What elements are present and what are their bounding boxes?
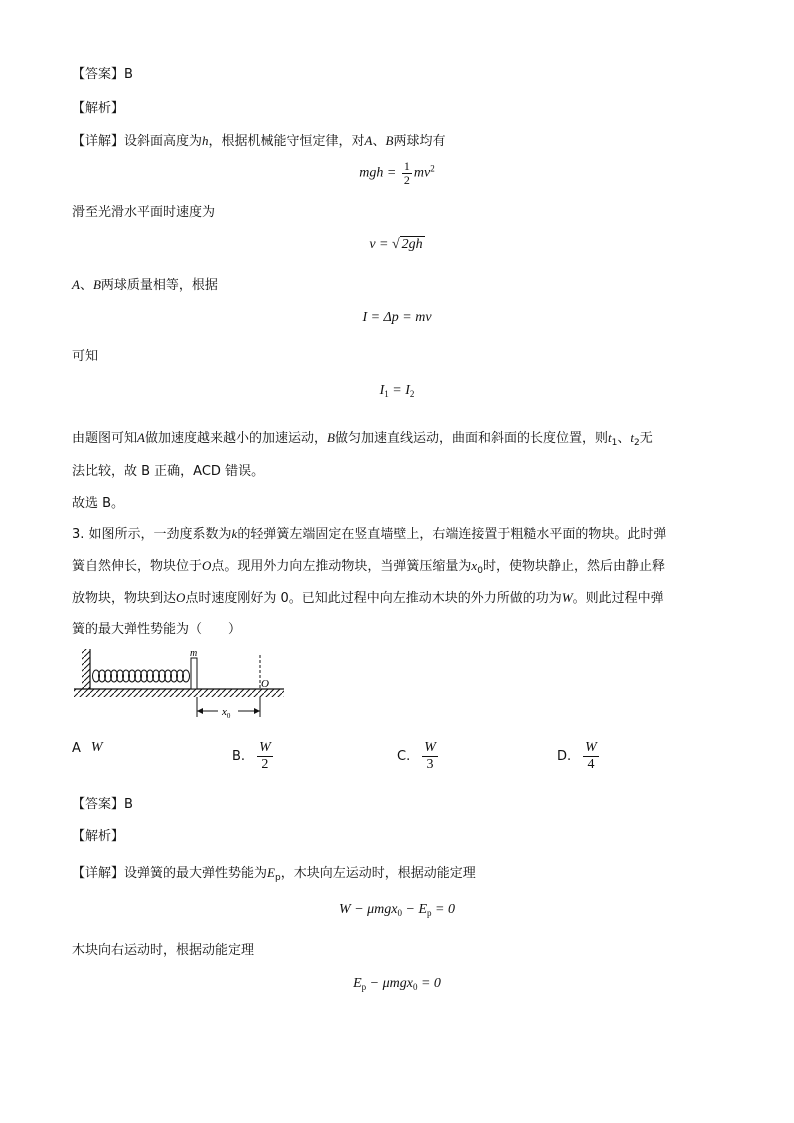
line-right: 木块向右运动时，根据动能定理 <box>72 943 255 958</box>
subscript: p <box>274 873 281 883</box>
question-3-line-2 <box>72 556 665 581</box>
frac-num: W <box>259 740 271 755</box>
option-fraction <box>257 740 273 773</box>
question-text: 3. 如图所示，一劲度系数为 <box>72 527 232 542</box>
line-know: 可知 <box>72 349 99 364</box>
frac-num: W <box>424 740 436 755</box>
answer-value: B <box>124 67 133 82</box>
equals: = <box>388 383 406 398</box>
question-3-line-4: 簧的最大弹性势能为（ ） <box>72 622 242 637</box>
detail-text: ，根据机械能守恒定律，对 <box>208 134 365 149</box>
analysis-label-1: 【解析】 <box>72 101 125 116</box>
line-text: 做加速度越来越小的加速运动， <box>144 431 327 446</box>
subscript: 0 <box>412 982 418 992</box>
spring-figure <box>72 645 288 725</box>
option-letter: A <box>72 740 81 756</box>
question-text: 点时速度刚好为 0。已知此过程中向左推动木块的外力所做的功为 <box>185 591 562 606</box>
point-o-label: O <box>261 678 269 690</box>
question-3-line-3 <box>72 588 664 609</box>
line-choose: 故选 B。 <box>72 496 125 511</box>
block-m <box>191 658 197 689</box>
question-text: 。则此过程中弹 <box>572 591 664 606</box>
frac-num: W <box>585 740 597 755</box>
eq-part: E <box>353 976 362 991</box>
eq-lhs: v = <box>369 237 392 252</box>
eq-lhs: mgh = <box>359 165 400 181</box>
question-text: 放物块，物块到达 <box>72 591 177 606</box>
eq-part: − μmgx <box>366 976 413 991</box>
detail-label: 【详解】 <box>72 866 125 881</box>
answer-value: B <box>124 797 133 812</box>
subscript: 0 <box>397 908 402 918</box>
fraction-half <box>402 160 412 187</box>
wall-hatch <box>82 649 90 689</box>
var-t: t <box>607 430 612 445</box>
floor-hatch <box>74 689 284 697</box>
equation-work-left <box>0 902 794 918</box>
line-slide: 滑至光滑水平面时速度为 <box>72 205 216 220</box>
question-text: 簧自然伸长，物块位于 <box>72 559 203 574</box>
option-letter: B. <box>232 749 246 764</box>
var-a: A <box>364 133 373 148</box>
answer-label: 【答案】 <box>72 67 125 82</box>
separator: 、 <box>372 134 386 149</box>
question-3-line-1 <box>72 524 666 545</box>
equation-impulse: I = Δp = mv <box>362 310 432 325</box>
radicand: 2gh <box>401 237 423 252</box>
var-b: B <box>92 277 101 292</box>
option-fraction <box>583 740 599 773</box>
option-letter: D. <box>557 749 572 764</box>
question-text: 点。现用外力向左推动物块，当弹簧压缩量为 <box>211 559 472 574</box>
subscript: 1 <box>384 389 389 399</box>
var-o: O <box>202 558 212 573</box>
arrowhead-left <box>197 708 203 714</box>
var-a: A <box>137 430 145 445</box>
var-t: t <box>630 430 634 445</box>
detail-text: ，木块向左运动时，根据动能定理 <box>280 866 476 881</box>
option-fraction <box>422 740 438 773</box>
option-value: W <box>90 740 103 755</box>
eq-part: = 0 <box>417 976 441 991</box>
var-a: A <box>72 277 80 292</box>
arrowhead-right <box>254 708 260 714</box>
var-b: B <box>326 430 335 445</box>
mass-label: m <box>190 648 198 659</box>
equation-velocity <box>0 237 794 253</box>
subscript: p <box>361 982 367 992</box>
subscript: p <box>427 908 432 918</box>
frac-den: 3 <box>426 757 434 772</box>
line-figure-2: 法比较，故 B 正确，ACD 错误。 <box>72 464 265 479</box>
var-w: W <box>561 590 573 605</box>
equation-work-right <box>0 976 794 992</box>
var-i: I <box>379 383 385 398</box>
detail-line-2 <box>72 863 476 888</box>
eq-part: = 0 <box>431 902 455 917</box>
line-mass <box>72 275 218 296</box>
var-x: x <box>471 558 478 573</box>
detail-text: 两球均有 <box>393 134 446 149</box>
separator: 、 <box>617 431 631 446</box>
question-text: 的轻弹簧左端固定在竖直墙壁上，右端连接置于粗糙水平面的物块。此时弹 <box>237 527 667 542</box>
var-i: I <box>405 383 410 398</box>
detail-label: 【详解】 <box>72 134 125 149</box>
option-a[interactable] <box>72 740 103 756</box>
subscript: 1 <box>611 438 618 448</box>
option-c[interactable] <box>397 740 440 773</box>
answer-line-2 <box>72 795 133 815</box>
frac-num: 1 <box>403 159 410 173</box>
eq-rhs: mv <box>413 165 431 181</box>
exponent: 2 <box>430 163 435 174</box>
spring-coils <box>93 670 190 682</box>
analysis-label-2: 【解析】 <box>72 829 125 844</box>
frac-den: 2 <box>403 173 410 187</box>
option-letter: C. <box>397 749 411 764</box>
var-b: B <box>385 133 394 148</box>
detail-text: 设弹簧的最大弹性势能为 <box>124 866 268 881</box>
eq-part: W − μmgx <box>339 902 398 917</box>
subscript: 2 <box>633 438 640 448</box>
line-text: 两球质量相等，根据 <box>100 278 218 293</box>
dist-label: $x_0$ <box>222 706 231 720</box>
line-text: 做匀加速直线运动，曲面和斜面的长度位置，则 <box>334 431 608 446</box>
frac-den: 4 <box>587 757 595 772</box>
detail-line-1 <box>72 131 445 152</box>
eq-part: − E <box>402 902 427 917</box>
line-text: 由题图可知 <box>72 431 138 446</box>
equation-energy <box>0 160 794 187</box>
var-k: k <box>231 526 238 541</box>
var-e: E <box>267 865 275 880</box>
detail-text: 设斜面高度为 <box>124 134 203 149</box>
separator: 、 <box>79 278 93 293</box>
subscript: 2 <box>409 389 415 399</box>
question-text: 时，使物块静止，然后由静止释 <box>482 559 665 574</box>
var-o: O <box>176 590 186 605</box>
answer-line-1 <box>72 65 133 85</box>
line-text: 无 <box>639 431 653 446</box>
frac-den: 2 <box>261 757 269 772</box>
option-d[interactable] <box>557 740 601 773</box>
equation-impulse-equal <box>0 383 794 399</box>
option-b[interactable] <box>232 740 275 773</box>
subscript: 0 <box>477 566 483 576</box>
answer-label: 【答案】 <box>72 797 125 812</box>
line-figure <box>72 428 653 453</box>
var-h: h <box>202 133 209 148</box>
sqrt-icon: √ <box>391 237 400 252</box>
